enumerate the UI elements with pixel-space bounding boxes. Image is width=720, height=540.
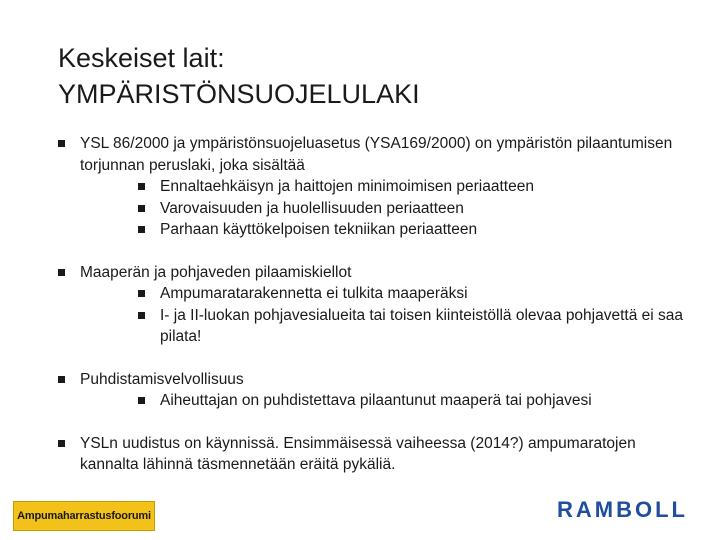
bullet-item: [58, 262, 698, 348]
square-bullet-icon: [138, 226, 145, 233]
slide-title-line-2: YMPÄRISTÖNSUOJELULAKI: [58, 79, 420, 109]
square-bullet-icon: [138, 183, 145, 190]
ampumaharrastusfoorumi-logo: [13, 501, 155, 531]
slide-title-line-1: Keskeiset lait:: [58, 43, 225, 73]
slide-title: [58, 40, 420, 112]
bullet-text: YSLn uudistus on käynnissä. Ensimmäisessä vaiheessa (2014?) ampumaratojen kannalta lähinnä täsmennetään eräitä pykäliä.: [80, 434, 636, 473]
bullet-text: YSL 86/2000 ja ympäristönsuojeluasetus (YSA169/2000) on ympäristön pilaantumisen torjunnan peruslaki, joka sisältää: [80, 135, 673, 174]
square-bullet-icon: [58, 440, 65, 447]
square-bullet-icon: [138, 290, 145, 297]
bullet-text: Puhdistamisvelvollisuus: [80, 370, 244, 388]
square-bullet-icon: [138, 205, 145, 212]
sub-bullet-text: Parhaan käyttökelpoisen tekniikan periaatteen: [160, 221, 478, 238]
sub-bullet-text: Ampumaratarakennetta ei tulkita maaperäksi: [160, 285, 468, 302]
ramboll-logo: [557, 496, 700, 522]
bullet-text: Maaperän ja pohjaveden pilaamiskiellot: [80, 263, 352, 281]
bullet-item: [58, 369, 698, 412]
logo-text: Ampumaharrastusfoorumi: [17, 510, 151, 522]
sub-bullet-text: I- ja II-luokan pohjavesialueita tai toisen kiinteistöllä olevaa pohjavettä ei saa pilata!: [160, 306, 684, 345]
sub-bullet-text: Aiheuttajan on puhdistettava pilaantunut maaperä tai pohjavesi: [160, 392, 592, 409]
sub-bullet-item: [80, 219, 698, 241]
sub-bullet-item: [80, 283, 698, 305]
sub-bullet-item: [80, 390, 698, 412]
sub-bullet-text: Varovaisuuden ja huolellisuuden periaatteen: [160, 199, 464, 217]
sub-bullet-text: Ennaltaehkäisyn ja haittojen minimoimisen periaatteen: [160, 178, 534, 195]
bullet-item: [58, 433, 698, 476]
bullet-item: [58, 133, 698, 241]
square-bullet-icon: [58, 376, 65, 383]
square-bullet-icon: [58, 140, 65, 147]
sub-bullet-item: [80, 198, 698, 220]
square-bullet-icon: [58, 269, 65, 276]
sub-bullet-item: [80, 176, 698, 198]
square-bullet-icon: [138, 397, 145, 404]
ramboll-logo-text: RAMBOLL: [557, 497, 688, 522]
bullet-list: [58, 133, 698, 476]
sub-bullet-item: [80, 305, 698, 348]
square-bullet-icon: [138, 312, 145, 319]
